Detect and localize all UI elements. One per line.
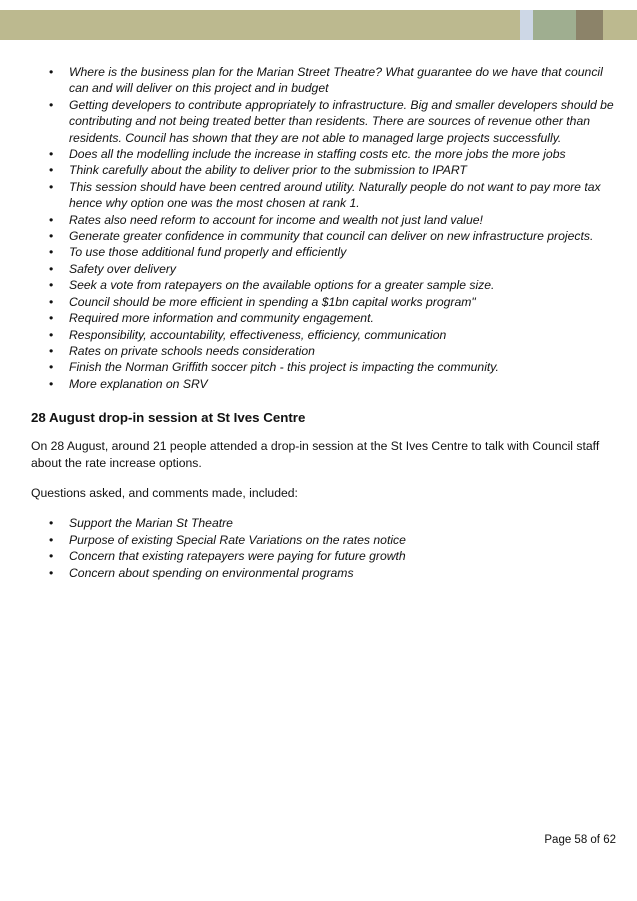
list-item	[31, 146, 616, 162]
list-item	[31, 376, 616, 392]
section-paragraph: On 28 August, around 21 people attended a drop-in session at the St Ives Centre to talk with Council staff about the rate increase options.	[31, 439, 600, 470]
bullet-icon: •	[49, 532, 54, 547]
bullet-icon: •	[49, 261, 54, 276]
list-item-text: Responsibility, accountability, effectiveness, efficiency, communication	[69, 327, 447, 342]
page-content	[31, 64, 616, 581]
bullet-icon: •	[49, 565, 54, 580]
list-item-text: Concern that existing ratepayers were paying for future growth	[69, 549, 406, 564]
list-item-text: This session should have been centred around utility. Naturally people do not want to pay more tax hence why option one was the most chosen at rank 1.	[69, 179, 601, 211]
bullet-icon: •	[49, 327, 54, 342]
list-item-text: Support the Marian St Theatre	[69, 516, 233, 531]
bullet-icon: •	[49, 229, 54, 244]
list-item-text: Getting developers to contribute appropriately to infrastructure. Big and smaller developers should be contributing and not being treated better than residents. There are sources of revenue other than residents. Council has shown that they are not able to managed large projects successfully.	[69, 97, 614, 145]
list-item-text: Finish the Norman Griffith soccer pitch - this project is impacting the community.	[69, 360, 499, 375]
list-item-text: Concern about spending on environmental programs	[69, 565, 354, 580]
list-item-text: Rates also need reform to account for income and wealth not just land value!	[69, 212, 483, 227]
list-item	[31, 228, 616, 244]
bullet-icon: •	[49, 97, 54, 112]
list-item-text: Where is the business plan for the Marian Street Theatre? What guarantee do we have that council can and will deliver on this project and in budget	[69, 65, 603, 96]
list-item	[31, 162, 616, 178]
list-item	[31, 359, 616, 375]
list-item-text: Required more information and community engagement.	[69, 311, 374, 326]
list-item	[31, 310, 616, 326]
list-item-text: Generate greater confidence in community that council can deliver on new infrastructure projects.	[69, 229, 594, 244]
bullet-icon: •	[49, 163, 54, 178]
list-item	[31, 515, 616, 531]
bullet-icon: •	[49, 294, 54, 309]
bullet-icon: •	[49, 360, 54, 375]
list-item-text: Think carefully about the ability to deliver prior to the submission to IPART	[69, 163, 467, 178]
bullet-icon: •	[49, 65, 54, 79]
header-swatch-taupe	[576, 10, 603, 40]
bullet-icon: •	[49, 311, 54, 326]
list-item	[31, 244, 616, 260]
bullet-icon: •	[49, 245, 54, 260]
bullet-icon: •	[49, 212, 54, 227]
bullet-icon: •	[49, 147, 54, 162]
list-item-text: Seek a vote from ratepayers on the available options for a greater sample size.	[69, 278, 495, 293]
list-item	[31, 548, 616, 564]
list-item	[31, 294, 616, 310]
questions-list	[31, 515, 616, 581]
list-item	[31, 261, 616, 277]
list-item-text: Rates on private schools needs consideration	[69, 343, 315, 358]
bullet-icon: •	[49, 278, 54, 293]
bullet-icon: •	[49, 516, 54, 531]
list-item	[31, 64, 616, 97]
bullet-icon: •	[49, 179, 54, 194]
list-item-text: Council should be more efficient in spending a $1bn capital works program"	[69, 294, 476, 309]
section-heading: 28 August drop-in session at St Ives Centre	[31, 410, 306, 426]
bullet-icon: •	[49, 376, 54, 391]
list-item	[31, 212, 616, 228]
list-item	[31, 179, 616, 212]
list-item	[31, 565, 616, 581]
list-item	[31, 327, 616, 343]
comments-list	[31, 64, 616, 392]
list-item	[31, 343, 616, 359]
list-item	[31, 532, 616, 548]
header-swatch-light-blue	[520, 10, 533, 40]
page-number: Page 58 of 62	[544, 834, 616, 846]
list-item	[31, 277, 616, 293]
list-item-text: Does all the modelling include the increase in staffing costs etc. the more jobs the more jobs	[69, 147, 566, 162]
bullet-icon: •	[49, 343, 54, 358]
list-item-text: To use those additional fund properly and efficiently	[69, 245, 347, 260]
list-item-text: Purpose of existing Special Rate Variations on the rates notice	[69, 532, 406, 547]
bullet-icon: •	[49, 549, 54, 564]
questions-intro: Questions asked, and comments made, included:	[31, 485, 298, 500]
header-swatch-sage	[533, 10, 576, 40]
list-item	[31, 97, 616, 146]
list-item-text: Safety over delivery	[69, 261, 177, 276]
list-item-text: More explanation on SRV	[69, 376, 208, 391]
